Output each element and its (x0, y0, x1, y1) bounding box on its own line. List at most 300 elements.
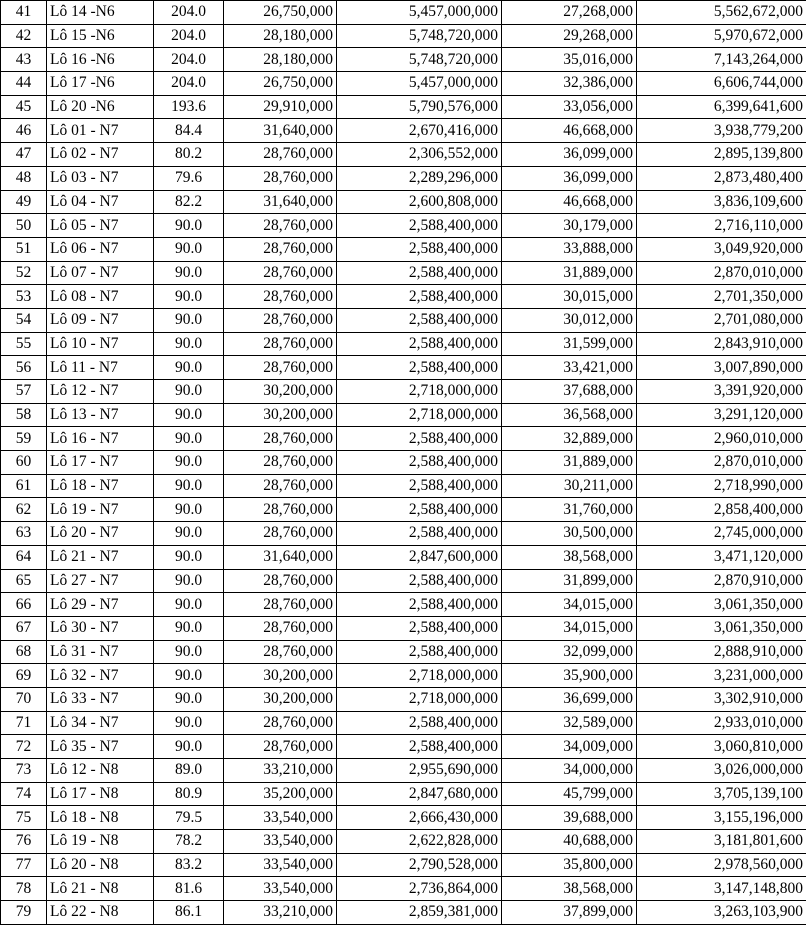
winning-total-price-cell: 3,302,910,000 (637, 687, 806, 711)
row-number-cell: 73 (1, 759, 47, 783)
lot-name-cell: Lô 04 - N7 (47, 190, 154, 214)
area-cell: 90.0 (154, 403, 224, 427)
area-cell: 90.0 (154, 545, 224, 569)
area-cell: 83.2 (154, 853, 224, 877)
winning-total-price-cell: 2,843,910,000 (637, 332, 806, 356)
lot-name-cell: Lô 12 - N8 (47, 759, 154, 783)
winning-unit-price-cell: 37,688,000 (502, 380, 637, 404)
table-row (1, 711, 806, 735)
row-number-cell: 46 (1, 119, 47, 143)
row-number-cell: 71 (1, 711, 47, 735)
starting-total-price-cell: 2,588,400,000 (337, 569, 502, 593)
winning-unit-price-cell: 36,568,000 (502, 403, 637, 427)
table-row (1, 877, 806, 901)
table-row (1, 593, 806, 617)
winning-unit-price-cell: 34,015,000 (502, 593, 637, 617)
starting-unit-price-cell: 30,200,000 (224, 664, 337, 688)
starting-total-price-cell: 2,718,000,000 (337, 687, 502, 711)
starting-unit-price-cell: 33,540,000 (224, 830, 337, 854)
area-cell: 90.0 (154, 569, 224, 593)
starting-total-price-cell: 5,748,720,000 (337, 24, 502, 48)
area-cell: 204.0 (154, 48, 224, 72)
winning-unit-price-cell: 38,568,000 (502, 877, 637, 901)
area-cell: 90.0 (154, 687, 224, 711)
lot-name-cell: Lô 29 - N7 (47, 593, 154, 617)
winning-total-price-cell: 2,870,910,000 (637, 569, 806, 593)
table-row (1, 119, 806, 143)
table-row (1, 380, 806, 404)
lot-name-cell: Lô 11 - N7 (47, 356, 154, 380)
table-row (1, 474, 806, 498)
area-cell: 90.0 (154, 711, 224, 735)
table-row (1, 237, 806, 261)
starting-unit-price-cell: 28,760,000 (224, 569, 337, 593)
winning-total-price-cell: 3,155,196,000 (637, 806, 806, 830)
starting-total-price-cell: 2,588,400,000 (337, 427, 502, 451)
starting-unit-price-cell: 28,760,000 (224, 451, 337, 475)
winning-unit-price-cell: 30,500,000 (502, 522, 637, 546)
starting-unit-price-cell: 28,760,000 (224, 308, 337, 332)
starting-unit-price-cell: 28,760,000 (224, 237, 337, 261)
winning-unit-price-cell: 38,568,000 (502, 545, 637, 569)
row-number-cell: 58 (1, 403, 47, 427)
starting-unit-price-cell: 30,200,000 (224, 380, 337, 404)
row-number-cell: 45 (1, 95, 47, 119)
area-cell: 86.1 (154, 901, 224, 925)
lot-name-cell: Lô 01 - N7 (47, 119, 154, 143)
lot-name-cell: Lô 31 - N7 (47, 640, 154, 664)
lot-name-cell: Lô 33 - N7 (47, 687, 154, 711)
starting-unit-price-cell: 33,540,000 (224, 877, 337, 901)
lot-name-cell: Lô 34 - N7 (47, 711, 154, 735)
winning-total-price-cell: 5,970,672,000 (637, 24, 806, 48)
table-row (1, 569, 806, 593)
winning-total-price-cell: 3,061,350,000 (637, 616, 806, 640)
table-row (1, 498, 806, 522)
winning-unit-price-cell: 30,211,000 (502, 474, 637, 498)
winning-unit-price-cell: 29,268,000 (502, 24, 637, 48)
winning-total-price-cell: 6,399,641,600 (637, 95, 806, 119)
winning-total-price-cell: 7,143,264,000 (637, 48, 806, 72)
table-row (1, 332, 806, 356)
table-row (1, 95, 806, 119)
winning-total-price-cell: 3,836,109,600 (637, 190, 806, 214)
starting-unit-price-cell: 31,640,000 (224, 190, 337, 214)
starting-unit-price-cell: 28,760,000 (224, 616, 337, 640)
winning-total-price-cell: 2,701,080,000 (637, 308, 806, 332)
row-number-cell: 60 (1, 451, 47, 475)
winning-total-price-cell: 2,701,350,000 (637, 285, 806, 309)
row-number-cell: 62 (1, 498, 47, 522)
winning-total-price-cell: 2,718,990,000 (637, 474, 806, 498)
table-row (1, 782, 806, 806)
winning-total-price-cell: 3,291,120,000 (637, 403, 806, 427)
lot-name-cell: Lô 10 - N7 (47, 332, 154, 356)
winning-total-price-cell: 3,705,139,100 (637, 782, 806, 806)
row-number-cell: 61 (1, 474, 47, 498)
starting-unit-price-cell: 29,910,000 (224, 95, 337, 119)
lot-name-cell: Lô 18 - N7 (47, 474, 154, 498)
row-number-cell: 57 (1, 380, 47, 404)
area-cell: 79.5 (154, 806, 224, 830)
row-number-cell: 63 (1, 522, 47, 546)
starting-total-price-cell: 2,588,400,000 (337, 451, 502, 475)
starting-total-price-cell: 2,588,400,000 (337, 711, 502, 735)
table-row (1, 522, 806, 546)
winning-unit-price-cell: 34,000,000 (502, 759, 637, 783)
winning-total-price-cell: 3,471,120,000 (637, 545, 806, 569)
winning-unit-price-cell: 33,888,000 (502, 237, 637, 261)
starting-total-price-cell: 2,588,400,000 (337, 498, 502, 522)
lot-name-cell: Lô 35 - N7 (47, 735, 154, 759)
area-cell: 90.0 (154, 332, 224, 356)
area-cell: 90.0 (154, 356, 224, 380)
starting-total-price-cell: 5,457,000,000 (337, 72, 502, 96)
table-row (1, 72, 806, 96)
table-row (1, 356, 806, 380)
table-row (1, 308, 806, 332)
row-number-cell: 41 (1, 1, 47, 25)
lot-name-cell: Lô 18 - N8 (47, 806, 154, 830)
winning-total-price-cell: 3,060,810,000 (637, 735, 806, 759)
area-cell: 90.0 (154, 735, 224, 759)
winning-unit-price-cell: 30,015,000 (502, 285, 637, 309)
area-cell: 90.0 (154, 380, 224, 404)
area-cell: 204.0 (154, 24, 224, 48)
starting-total-price-cell: 2,588,400,000 (337, 237, 502, 261)
starting-unit-price-cell: 28,760,000 (224, 332, 337, 356)
area-cell: 90.0 (154, 498, 224, 522)
row-number-cell: 65 (1, 569, 47, 593)
winning-unit-price-cell: 35,900,000 (502, 664, 637, 688)
table-row (1, 403, 806, 427)
winning-total-price-cell: 2,888,910,000 (637, 640, 806, 664)
winning-unit-price-cell: 32,386,000 (502, 72, 637, 96)
lot-name-cell: Lô 03 - N7 (47, 166, 154, 190)
lot-name-cell: Lô 09 - N7 (47, 308, 154, 332)
winning-unit-price-cell: 31,889,000 (502, 261, 637, 285)
lot-name-cell: Lô 30 - N7 (47, 616, 154, 640)
lot-name-cell: Lô 27 - N7 (47, 569, 154, 593)
winning-unit-price-cell: 37,899,000 (502, 901, 637, 925)
starting-total-price-cell: 2,588,400,000 (337, 640, 502, 664)
area-cell: 90.0 (154, 285, 224, 309)
starting-total-price-cell: 2,718,000,000 (337, 664, 502, 688)
winning-total-price-cell: 2,895,139,800 (637, 143, 806, 167)
starting-total-price-cell: 2,847,680,000 (337, 782, 502, 806)
lot-name-cell: Lô 21 - N7 (47, 545, 154, 569)
winning-total-price-cell: 3,391,920,000 (637, 380, 806, 404)
area-cell: 80.9 (154, 782, 224, 806)
row-number-cell: 47 (1, 143, 47, 167)
starting-unit-price-cell: 33,210,000 (224, 759, 337, 783)
row-number-cell: 74 (1, 782, 47, 806)
area-cell: 90.0 (154, 522, 224, 546)
row-number-cell: 44 (1, 72, 47, 96)
starting-total-price-cell: 2,666,430,000 (337, 806, 502, 830)
winning-total-price-cell: 6,606,744,000 (637, 72, 806, 96)
table-row (1, 853, 806, 877)
starting-unit-price-cell: 26,750,000 (224, 72, 337, 96)
starting-unit-price-cell: 26,750,000 (224, 1, 337, 25)
lot-name-cell: Lô 14 -N6 (47, 1, 154, 25)
lot-name-cell: Lô 16 -N6 (47, 48, 154, 72)
winning-unit-price-cell: 31,889,000 (502, 451, 637, 475)
starting-unit-price-cell: 28,760,000 (224, 285, 337, 309)
winning-total-price-cell: 3,181,801,600 (637, 830, 806, 854)
winning-unit-price-cell: 45,799,000 (502, 782, 637, 806)
winning-total-price-cell: 2,716,110,000 (637, 214, 806, 238)
row-number-cell: 66 (1, 593, 47, 617)
winning-total-price-cell: 3,147,148,800 (637, 877, 806, 901)
area-cell: 80.2 (154, 143, 224, 167)
area-cell: 90.0 (154, 664, 224, 688)
lot-name-cell: Lô 06 - N7 (47, 237, 154, 261)
lot-name-cell: Lô 22 - N8 (47, 901, 154, 925)
winning-unit-price-cell: 32,589,000 (502, 711, 637, 735)
table-row (1, 830, 806, 854)
starting-unit-price-cell: 28,760,000 (224, 143, 337, 167)
winning-unit-price-cell: 33,056,000 (502, 95, 637, 119)
row-number-cell: 49 (1, 190, 47, 214)
lot-name-cell: Lô 19 - N8 (47, 830, 154, 854)
area-cell: 78.2 (154, 830, 224, 854)
starting-total-price-cell: 2,736,864,000 (337, 877, 502, 901)
area-cell: 90.0 (154, 640, 224, 664)
winning-unit-price-cell: 32,099,000 (502, 640, 637, 664)
starting-unit-price-cell: 28,760,000 (224, 711, 337, 735)
starting-total-price-cell: 2,588,400,000 (337, 474, 502, 498)
winning-total-price-cell: 3,231,000,000 (637, 664, 806, 688)
winning-total-price-cell: 3,026,000,000 (637, 759, 806, 783)
area-cell: 90.0 (154, 308, 224, 332)
area-cell: 90.0 (154, 214, 224, 238)
table-row (1, 48, 806, 72)
area-cell: 90.0 (154, 474, 224, 498)
area-cell: 89.0 (154, 759, 224, 783)
lot-name-cell: Lô 21 - N8 (47, 877, 154, 901)
lot-name-cell: Lô 20 - N8 (47, 853, 154, 877)
starting-unit-price-cell: 35,200,000 (224, 782, 337, 806)
area-cell: 90.0 (154, 427, 224, 451)
table-row (1, 166, 806, 190)
lot-name-cell: Lô 08 - N7 (47, 285, 154, 309)
winning-total-price-cell: 2,960,010,000 (637, 427, 806, 451)
row-number-cell: 69 (1, 664, 47, 688)
row-number-cell: 79 (1, 901, 47, 925)
table-row (1, 261, 806, 285)
winning-total-price-cell: 3,263,103,900 (637, 901, 806, 925)
starting-total-price-cell: 2,588,400,000 (337, 735, 502, 759)
area-cell: 90.0 (154, 616, 224, 640)
area-cell: 90.0 (154, 237, 224, 261)
winning-unit-price-cell: 30,179,000 (502, 214, 637, 238)
winning-total-price-cell: 2,870,010,000 (637, 261, 806, 285)
table-row (1, 806, 806, 830)
winning-unit-price-cell: 46,668,000 (502, 119, 637, 143)
starting-unit-price-cell: 30,200,000 (224, 403, 337, 427)
starting-unit-price-cell: 28,760,000 (224, 474, 337, 498)
starting-unit-price-cell: 31,640,000 (224, 119, 337, 143)
table-row (1, 616, 806, 640)
row-number-cell: 53 (1, 285, 47, 309)
winning-unit-price-cell: 40,688,000 (502, 830, 637, 854)
lot-name-cell: Lô 32 - N7 (47, 664, 154, 688)
starting-unit-price-cell: 28,760,000 (224, 640, 337, 664)
starting-total-price-cell: 2,790,528,000 (337, 853, 502, 877)
row-number-cell: 67 (1, 616, 47, 640)
table-row (1, 687, 806, 711)
area-cell: 82.2 (154, 190, 224, 214)
starting-total-price-cell: 2,588,400,000 (337, 261, 502, 285)
winning-unit-price-cell: 35,016,000 (502, 48, 637, 72)
starting-unit-price-cell: 28,760,000 (224, 356, 337, 380)
winning-unit-price-cell: 34,009,000 (502, 735, 637, 759)
winning-unit-price-cell: 33,421,000 (502, 356, 637, 380)
starting-unit-price-cell: 28,760,000 (224, 166, 337, 190)
row-number-cell: 68 (1, 640, 47, 664)
winning-unit-price-cell: 31,899,000 (502, 569, 637, 593)
starting-total-price-cell: 2,718,000,000 (337, 380, 502, 404)
winning-unit-price-cell: 36,099,000 (502, 166, 637, 190)
lot-name-cell: Lô 05 - N7 (47, 214, 154, 238)
area-cell: 81.6 (154, 877, 224, 901)
lot-name-cell: Lô 12 - N7 (47, 380, 154, 404)
row-number-cell: 76 (1, 830, 47, 854)
row-number-cell: 56 (1, 356, 47, 380)
starting-unit-price-cell: 28,760,000 (224, 522, 337, 546)
starting-unit-price-cell: 33,540,000 (224, 853, 337, 877)
winning-total-price-cell: 2,978,560,000 (637, 853, 806, 877)
winning-total-price-cell: 3,049,920,000 (637, 237, 806, 261)
table-row (1, 759, 806, 783)
winning-total-price-cell: 3,061,350,000 (637, 593, 806, 617)
winning-total-price-cell: 5,562,672,000 (637, 1, 806, 25)
table-row (1, 664, 806, 688)
starting-total-price-cell: 2,588,400,000 (337, 214, 502, 238)
table-row (1, 451, 806, 475)
winning-unit-price-cell: 32,889,000 (502, 427, 637, 451)
table-row (1, 427, 806, 451)
winning-unit-price-cell: 36,699,000 (502, 687, 637, 711)
lot-name-cell: Lô 17 -N6 (47, 72, 154, 96)
starting-total-price-cell: 2,718,000,000 (337, 403, 502, 427)
winning-unit-price-cell: 34,015,000 (502, 616, 637, 640)
starting-total-price-cell: 2,622,828,000 (337, 830, 502, 854)
starting-total-price-cell: 5,748,720,000 (337, 48, 502, 72)
lot-name-cell: Lô 16 - N7 (47, 427, 154, 451)
starting-unit-price-cell: 28,180,000 (224, 24, 337, 48)
starting-total-price-cell: 2,955,690,000 (337, 759, 502, 783)
starting-total-price-cell: 2,588,400,000 (337, 332, 502, 356)
table-row (1, 1, 806, 25)
table-body (1, 1, 806, 925)
winning-total-price-cell: 3,007,890,000 (637, 356, 806, 380)
row-number-cell: 43 (1, 48, 47, 72)
table-row (1, 901, 806, 925)
area-cell: 84.4 (154, 119, 224, 143)
winning-unit-price-cell: 31,760,000 (502, 498, 637, 522)
lot-name-cell: Lô 07 - N7 (47, 261, 154, 285)
row-number-cell: 70 (1, 687, 47, 711)
starting-total-price-cell: 2,588,400,000 (337, 356, 502, 380)
table-row (1, 545, 806, 569)
winning-unit-price-cell: 35,800,000 (502, 853, 637, 877)
row-number-cell: 48 (1, 166, 47, 190)
lot-name-cell: Lô 19 - N7 (47, 498, 154, 522)
table-row (1, 143, 806, 167)
row-number-cell: 55 (1, 332, 47, 356)
table-row (1, 735, 806, 759)
starting-total-price-cell: 2,289,296,000 (337, 166, 502, 190)
winning-unit-price-cell: 39,688,000 (502, 806, 637, 830)
starting-unit-price-cell: 28,760,000 (224, 735, 337, 759)
starting-unit-price-cell: 28,760,000 (224, 593, 337, 617)
starting-total-price-cell: 2,306,552,000 (337, 143, 502, 167)
winning-total-price-cell: 2,870,010,000 (637, 451, 806, 475)
winning-total-price-cell: 3,938,779,200 (637, 119, 806, 143)
starting-unit-price-cell: 28,760,000 (224, 261, 337, 285)
lot-name-cell: Lô 17 - N7 (47, 451, 154, 475)
starting-unit-price-cell: 33,210,000 (224, 901, 337, 925)
starting-total-price-cell: 5,790,576,000 (337, 95, 502, 119)
winning-unit-price-cell: 30,012,000 (502, 308, 637, 332)
table-row (1, 214, 806, 238)
winning-total-price-cell: 2,745,000,000 (637, 522, 806, 546)
starting-total-price-cell: 2,588,400,000 (337, 593, 502, 617)
table-row (1, 190, 806, 214)
row-number-cell: 77 (1, 853, 47, 877)
lot-name-cell: Lô 13 - N7 (47, 403, 154, 427)
starting-unit-price-cell: 28,180,000 (224, 48, 337, 72)
starting-unit-price-cell: 28,760,000 (224, 427, 337, 451)
row-number-cell: 72 (1, 735, 47, 759)
starting-total-price-cell: 2,588,400,000 (337, 285, 502, 309)
starting-total-price-cell: 2,670,416,000 (337, 119, 502, 143)
lot-name-cell: Lô 20 - N7 (47, 522, 154, 546)
area-cell: 79.6 (154, 166, 224, 190)
row-number-cell: 54 (1, 308, 47, 332)
row-number-cell: 75 (1, 806, 47, 830)
starting-total-price-cell: 2,847,600,000 (337, 545, 502, 569)
winning-unit-price-cell: 36,099,000 (502, 143, 637, 167)
table-row (1, 24, 806, 48)
area-cell: 204.0 (154, 72, 224, 96)
starting-unit-price-cell: 28,760,000 (224, 214, 337, 238)
starting-total-price-cell: 2,600,808,000 (337, 190, 502, 214)
winning-unit-price-cell: 46,668,000 (502, 190, 637, 214)
row-number-cell: 64 (1, 545, 47, 569)
table-row (1, 285, 806, 309)
row-number-cell: 52 (1, 261, 47, 285)
row-number-cell: 51 (1, 237, 47, 261)
area-cell: 90.0 (154, 451, 224, 475)
starting-total-price-cell: 2,859,381,000 (337, 901, 502, 925)
starting-unit-price-cell: 28,760,000 (224, 498, 337, 522)
area-cell: 90.0 (154, 593, 224, 617)
table-row (1, 640, 806, 664)
starting-total-price-cell: 2,588,400,000 (337, 616, 502, 640)
starting-total-price-cell: 5,457,000,000 (337, 1, 502, 25)
area-cell: 204.0 (154, 1, 224, 25)
row-number-cell: 78 (1, 877, 47, 901)
winning-total-price-cell: 2,873,480,400 (637, 166, 806, 190)
winning-total-price-cell: 2,858,400,000 (637, 498, 806, 522)
starting-total-price-cell: 2,588,400,000 (337, 308, 502, 332)
row-number-cell: 50 (1, 214, 47, 238)
starting-total-price-cell: 2,588,400,000 (337, 522, 502, 546)
lot-name-cell: Lô 02 - N7 (47, 143, 154, 167)
